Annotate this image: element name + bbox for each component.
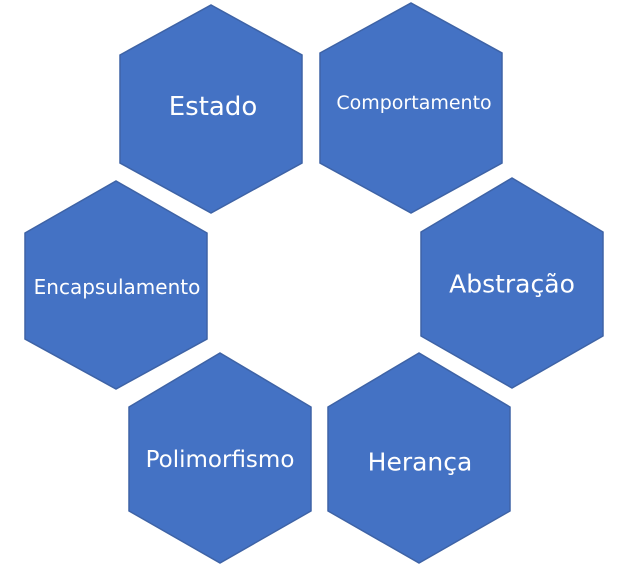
hexagon-heranca [328, 353, 510, 563]
hexagon-heranca-label: Herança [367, 447, 473, 477]
hexagon-comportamento [320, 3, 502, 213]
hexagon-abstracao-label: Abstração [449, 269, 575, 299]
hexagon-encapsulamento-label: Encapsulamento [33, 275, 201, 299]
hexagon-estado [120, 5, 302, 213]
hexagon-estado-label: Estado [168, 92, 258, 122]
hexagon-polimorfismo-label: Polimorfismo [145, 447, 295, 473]
hexagon-encapsulamento [25, 181, 207, 389]
hexagon-polimorfismo [129, 353, 311, 563]
hexagon-abstracao [421, 178, 603, 388]
hexagon-comportamento-label: Comportamento [336, 92, 492, 114]
